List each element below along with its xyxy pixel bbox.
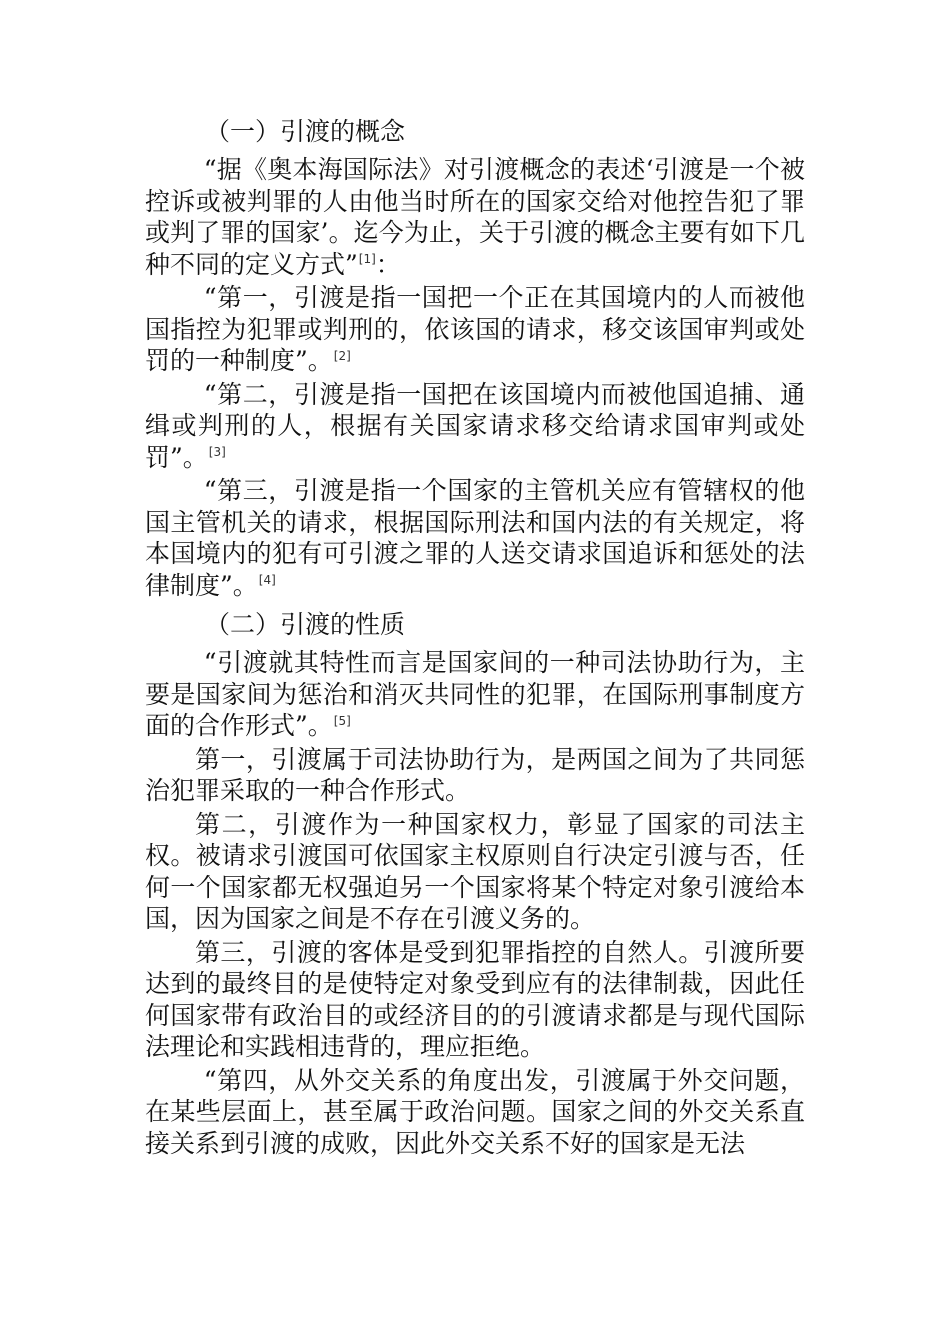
document-page — [145, 112, 805, 1159]
section-heading-concept: （一）引渡的概念 — [205, 117, 406, 147]
section-heading-nature: （二）引渡的性质 — [205, 610, 406, 640]
paragraph-nature-second: 第二，引渡作为一种国家权力，彰显了国家的司法主权。被请求引渡国可依国家主权原则自行决定引渡与否，任何一个国家都无权强迫另一个国家将某个特定对象引渡给本国，因为国家之间是不存在引渡义务的。 — [145, 809, 805, 933]
paragraph-text: “据《奥本海国际法》对引渡概念的表述‘引渡是一个被控诉或被判罪的人由他当时所在的国家交给对他控告犯了罪或判了罪的国家’。迄今为止，关于引渡的概念主要有如下几种不同的定义方式” — [145, 155, 805, 279]
citation-marker: [2] — [333, 348, 351, 363]
citation-marker: [5] — [333, 713, 351, 728]
paragraph-text: “引渡就其特性而言是国家间的一种司法协助行为，主要是国家间为惩治和消灭共同性的犯罪，在国际刑事制度方面的合作形式”。 — [145, 648, 805, 740]
paragraph-tail: ： — [375, 249, 401, 279]
paragraph-definition-second — [145, 379, 805, 474]
paragraph-definition-first — [145, 282, 805, 377]
paragraph-definition-intro — [145, 154, 805, 280]
paragraph-text: “第二，引渡是指一国把在该国境内而被他国追捕、通缉或判刑的人，根据有关国家请求移交给请求国审判或处罚”。 — [145, 379, 805, 472]
citation-marker: [4] — [258, 573, 276, 588]
paragraph-text: “第一，引渡是指一国把一个正在其国境内的人而被他国指控为犯罪或判刑的，依该国的请求，移交该国审判或处罚的一种制度”。 — [145, 283, 805, 375]
paragraph-nature-fourth: “第四，从外交关系的角度出发，引渡属于外交问题，在某些层面上，甚至属于政治问题。国家之间的外交关系直接关系到引渡的成败，因此外交关系不好的国家是无法 — [145, 1065, 805, 1158]
citation-marker: [3] — [208, 445, 226, 460]
paragraph-nature-intro — [145, 647, 805, 742]
paragraph-text: “第三，引渡是指一个国家的主管机关应有管辖权的他国主管机关的请求，根据国际刑法和国内法的有关规定，将本国境内的犯有可引渡之罪的人送交请求国追诉和惩处的法律制度”。 — [145, 476, 805, 600]
paragraph-nature-first: 第一，引渡属于司法协助行为，是两国之间为了共同惩治犯罪采取的一种合作形式。 — [145, 744, 805, 805]
paragraph-nature-third: 第三，引渡的客体是受到犯罪指控的自然人。引渡所要达到的最终目的是使特定对象受到应有的法律制裁，因此任何国家带有政治目的或经济目的的引渡请求都是与现代国际法理论和实践相违背的，理应拒绝。 — [145, 937, 805, 1061]
paragraph-definition-third — [145, 475, 805, 601]
citation-marker: [1] — [358, 252, 376, 267]
